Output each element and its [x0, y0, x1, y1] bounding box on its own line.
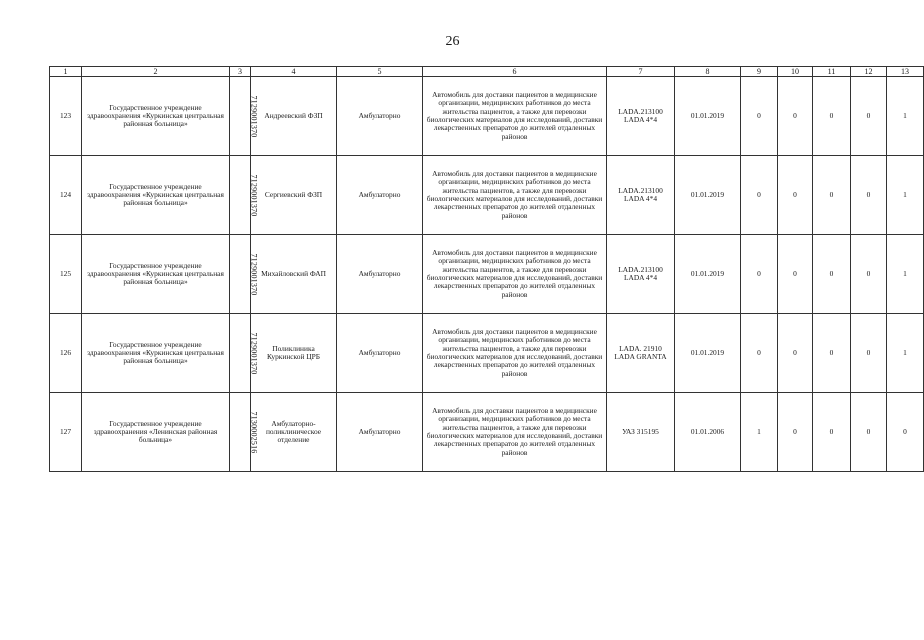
table-row [50, 156, 924, 235]
vehicle-model-cell: LADA.213100 LADA 4*4 [607, 77, 675, 156]
org-code-vertical-text: 7129001370 [249, 173, 259, 216]
col-10-value: 0 [778, 77, 813, 156]
row-number-cell: 123 [50, 77, 82, 156]
vehicle-purpose-cell: Автомобиль для доставки пациентов в медицинские организации, медицинских работников до места жительства пациентов, а также для перевозки биологических материалов для исследований, доставки лекарственных препаратов до жителей отдаленных районов [423, 77, 607, 156]
vehicle-model-cell: LADA.213100 LADA 4*4 [607, 235, 675, 314]
row-number-cell: 127 [50, 393, 82, 472]
col-12-value: 0 [851, 235, 887, 314]
table-row [50, 235, 924, 314]
care-type-cell: Амбулаторно [337, 156, 423, 235]
col-13-value: 0 [887, 393, 924, 472]
unit-name-cell: Михайловский ФАП [251, 235, 337, 314]
date-cell: 01.01.2006 [675, 393, 741, 472]
table-row [50, 393, 924, 472]
column-header: 7 [607, 67, 675, 77]
column-header: 1 [50, 67, 82, 77]
col-11-value: 0 [813, 235, 851, 314]
org-code-cell [230, 235, 259, 314]
organization-cell: Государственное учреждение здравоохранения «Ленинская районная больница» [82, 393, 230, 472]
org-code-cell [230, 393, 259, 472]
organization-cell: Государственное учреждение здравоохранения «Куркинская центральная районная больница» [82, 235, 230, 314]
column-header: 9 [741, 67, 778, 77]
col-9-value: 0 [741, 77, 778, 156]
row-number-cell: 124 [50, 156, 82, 235]
column-header: 6 [423, 67, 607, 77]
col-12-value: 0 [851, 314, 887, 393]
col-9-value: 0 [741, 314, 778, 393]
col-13-value: 1 [887, 235, 924, 314]
care-type-cell: Амбулаторно [337, 314, 423, 393]
vehicle-purpose-cell: Автомобиль для доставки пациентов в медицинские организации, медицинских работников до места жительства пациентов, а также для перевозки биологических материалов для исследований, доставки лекарственных препаратов до жителей отдаленных районов [423, 314, 607, 393]
vehicle-model-cell: LADA.213100 LADA 4*4 [607, 156, 675, 235]
organization-cell: Государственное учреждение здравоохранения «Куркинская центральная районная больница» [82, 314, 230, 393]
org-code-vertical-text: 7130002516 [249, 410, 259, 453]
col-9-value: 1 [741, 393, 778, 472]
column-header: 10 [778, 67, 813, 77]
org-code-cell [230, 156, 259, 235]
table-row [50, 314, 924, 393]
column-header: 4 [251, 67, 337, 77]
vehicle-table [49, 66, 924, 472]
vehicle-purpose-cell: Автомобиль для доставки пациентов в медицинские организации, медицинских работников до места жительства пациентов, а также для перевозки биологических материалов для исследований, доставки лекарственных препаратов до жителей отдаленных районов [423, 235, 607, 314]
column-number-header-row [50, 67, 924, 77]
column-header: 5 [337, 67, 423, 77]
col-10-value: 0 [778, 235, 813, 314]
care-type-cell: Амбулаторно [337, 235, 423, 314]
column-header: 11 [813, 67, 851, 77]
col-11-value: 0 [813, 77, 851, 156]
unit-name-cell: Андреевский ФЗП [251, 77, 337, 156]
col-12-value: 0 [851, 77, 887, 156]
column-header: 12 [851, 67, 887, 77]
col-12-value: 0 [851, 156, 887, 235]
org-code-vertical-text: 7129001370 [249, 331, 259, 374]
col-11-value: 0 [813, 156, 851, 235]
org-code-cell [230, 314, 259, 393]
organization-cell: Государственное учреждение здравоохранения «Куркинская центральная районная больница» [82, 156, 230, 235]
care-type-cell: Амбулаторно [337, 77, 423, 156]
row-number-cell: 125 [50, 235, 82, 314]
vehicle-purpose-cell: Автомобиль для доставки пациентов в медицинские организации, медицинских работников до места жительства пациентов, а также для перевозки биологических материалов для исследований, доставки лекарственных препаратов до жителей отдаленных районов [423, 393, 607, 472]
organization-cell: Государственное учреждение здравоохранения «Куркинская центральная районная больница» [82, 77, 230, 156]
col-11-value: 0 [813, 393, 851, 472]
org-code-vertical-text: 7129001370 [249, 252, 259, 295]
vehicle-model-cell: УАЗ 315195 [607, 393, 675, 472]
column-header: 13 [887, 67, 924, 77]
date-cell: 01.01.2019 [675, 235, 741, 314]
col-13-value: 1 [887, 77, 924, 156]
col-11-value: 0 [813, 314, 851, 393]
date-cell: 01.01.2019 [675, 314, 741, 393]
col-9-value: 0 [741, 235, 778, 314]
column-header: 2 [82, 67, 230, 77]
date-cell: 01.01.2019 [675, 156, 741, 235]
col-9-value: 0 [741, 156, 778, 235]
col-12-value: 0 [851, 393, 887, 472]
org-code-vertical-text: 7129001370 [249, 94, 259, 137]
column-header: 8 [675, 67, 741, 77]
row-number-cell: 126 [50, 314, 82, 393]
col-13-value: 1 [887, 314, 924, 393]
col-10-value: 0 [778, 393, 813, 472]
unit-name-cell: Сергиевский ФЗП [251, 156, 337, 235]
vehicle-purpose-cell: Автомобиль для доставки пациентов в медицинские организации, медицинских работников до места жительства пациентов, а также для перевозки биологических материалов для исследований, доставки лекарственных препаратов до жителей отдаленных районов [423, 156, 607, 235]
page-number: 26 [445, 34, 460, 49]
org-code-cell [230, 77, 259, 156]
col-13-value: 1 [887, 156, 924, 235]
care-type-cell: Амбулаторно [337, 393, 423, 472]
unit-name-cell: Амбулаторно-поликлиническое отделение [251, 393, 337, 472]
column-header: 3 [230, 67, 251, 77]
date-cell: 01.01.2019 [675, 77, 741, 156]
col-10-value: 0 [778, 314, 813, 393]
unit-name-cell: Поликлиника Куркинской ЦРБ [251, 314, 337, 393]
vehicle-model-cell: LADA. 21910 LADA GRANTA [607, 314, 675, 393]
col-10-value: 0 [778, 156, 813, 235]
table-row [50, 77, 924, 156]
